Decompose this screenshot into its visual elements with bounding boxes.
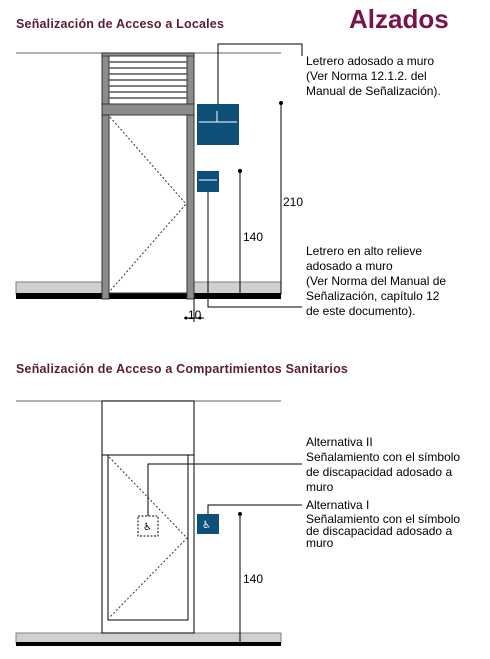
section1-heading: Señalización de Acceso a Locales [16,17,225,31]
note-relief-sign-line2: adosado a muro [306,259,393,273]
note-wall-sign [306,54,441,99]
door-leaf [109,115,187,293]
floor-slab [16,293,281,299]
accessibility-symbol-door [138,516,158,536]
dimension-140-sanitary [238,512,242,643]
note-relief-sign-line4: Señalización, capítulo 12 [306,289,440,303]
note-wall-sign-line3: Manual de Señalización). [306,84,441,98]
page-title: Alzados [349,4,449,34]
accessibility-sign-wall [197,514,219,534]
floor-base-2 [16,633,281,643]
alt2-line1: Señalamiento con el símbolo [306,450,461,464]
alt2-title: Alternativa II [306,435,373,449]
svg-text:♿: ♿ [143,522,152,533]
note-alternative-1 [306,498,460,549]
alt1-line3: muro [306,536,334,550]
alt2-line3: muro [306,480,334,494]
section1-drawing [16,44,302,322]
dimension-140-sanitary-label: 140 [243,572,264,586]
section2-heading: Señalización de Acceso a Compartimientos Sanitarios [16,362,349,376]
svg-text:♿: ♿ [202,520,211,531]
alt1-line1: Señalamiento con el símbolo [306,512,461,526]
note-alternative-2 [306,435,460,495]
wall-sign-small [197,171,219,192]
note-wall-sign-line1: Letrero adosado a muro [306,54,435,68]
note-relief-sign [306,244,446,319]
wall-sign-large [197,104,239,145]
alt1-title: Alternativa I [306,498,370,512]
dimension-10-label: 10 [188,308,202,322]
alt1-line2: de discapacidad adosado a [306,524,453,538]
note-wall-sign-line2: (Ver Norma 12.1.2. del [306,69,427,83]
note-relief-sign-line5: de este documento). [306,304,416,318]
note-relief-sign-line1: Letrero en alto relieve [306,244,423,258]
note-relief-sign-line3: (Ver Norma del Manual de [306,274,447,288]
alt2-line2: de discapacidad adosado a [306,465,453,479]
dimension-210-label: 210 [283,195,304,209]
section2-drawing [16,401,302,646]
door-transom-louver [109,56,187,104]
dimension-140-label: 140 [243,230,264,244]
leader-line-alt1 [208,505,302,514]
dimension-140 [238,169,242,294]
floor-slab-2 [16,642,281,646]
